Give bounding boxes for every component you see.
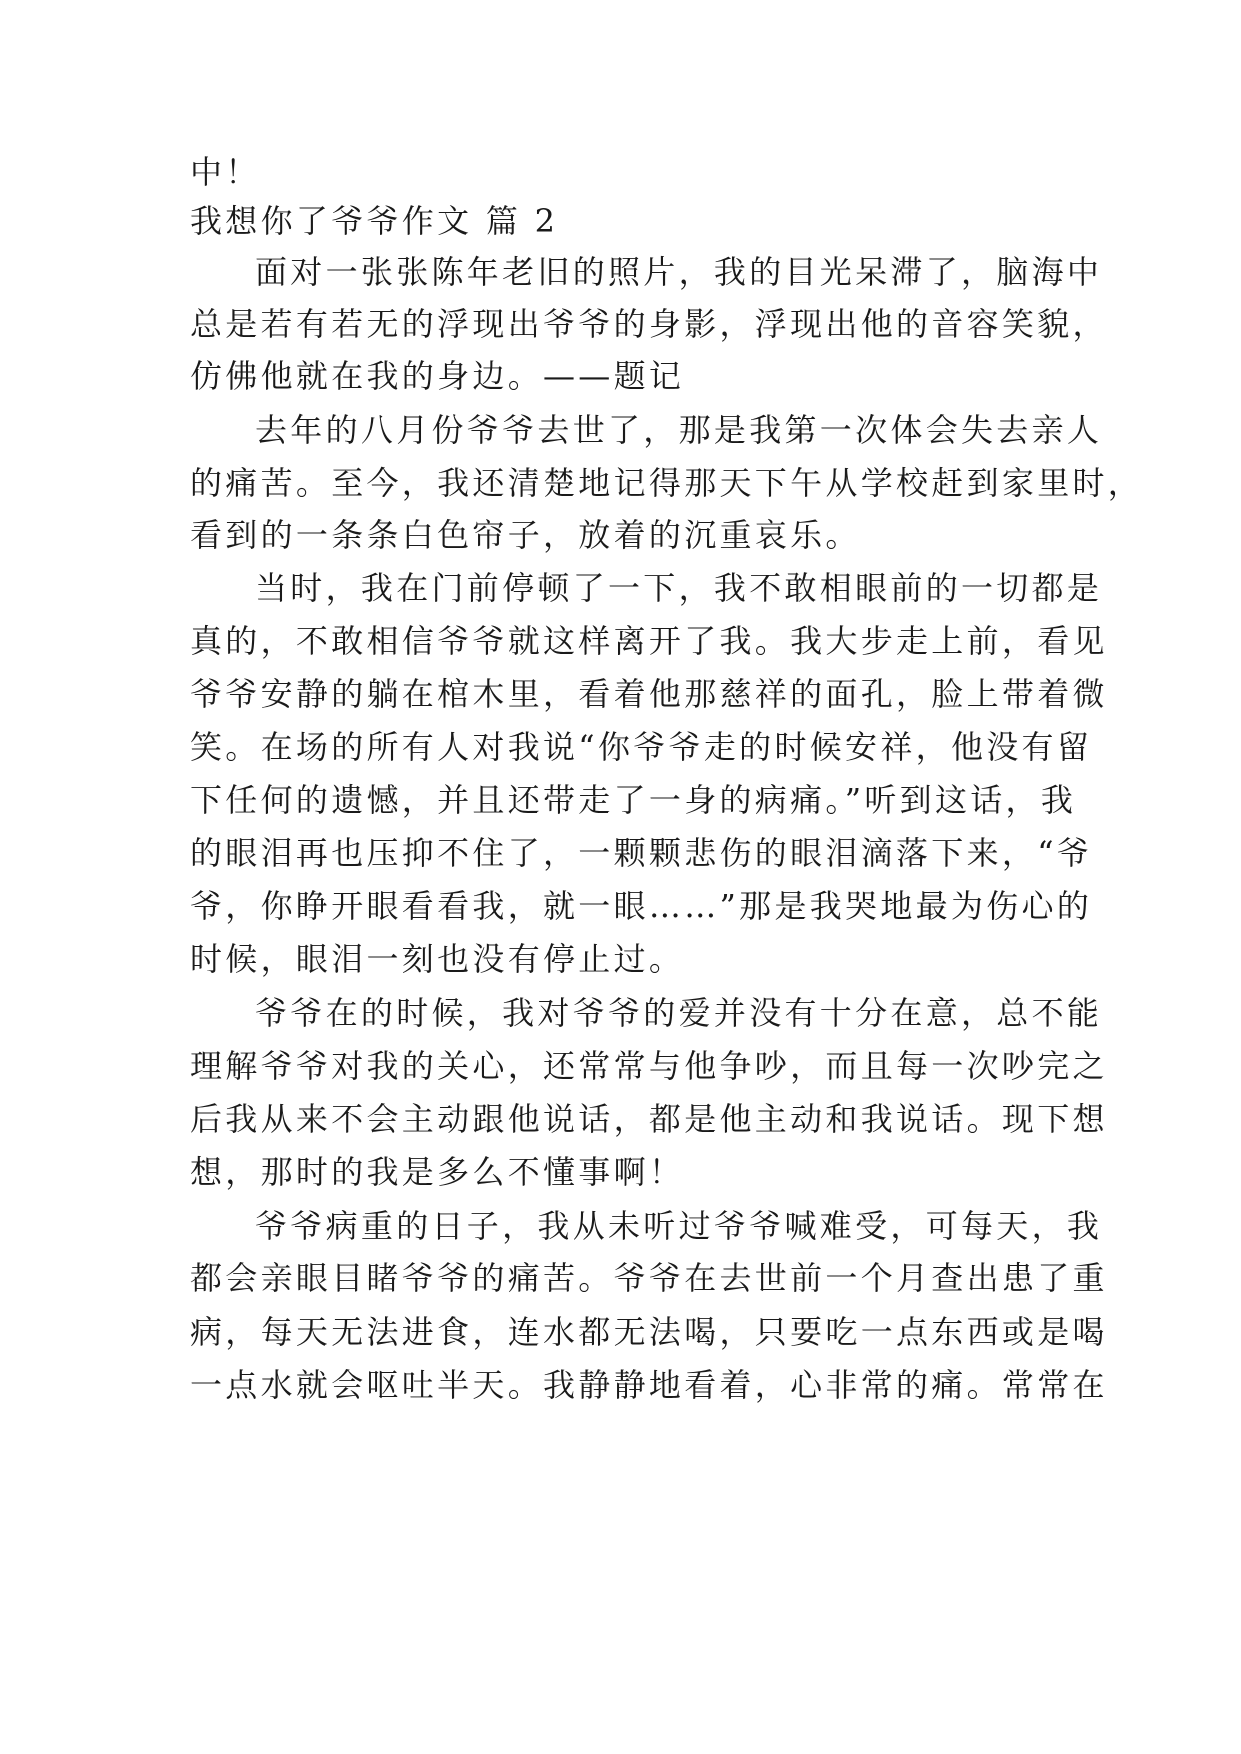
text-line: 爷爷安静的躺在棺木里，看着他那慈祥的面孔，脸上带着微 <box>190 675 1108 713</box>
text-line: 的痛苦。至今，我还清楚地记得那天下午从学校赶到家里时， <box>190 464 1144 502</box>
text-line: 的眼泪再也压抑不住了，一颗颗悲伤的眼泪滴落下来，“爷 <box>190 834 1093 872</box>
text-line: 仿佛他就在我的身边。——题记 <box>190 357 685 395</box>
text-line: 都会亲眼目睹爷爷的痛苦。爷爷在去世前一个月查出患了重 <box>190 1259 1108 1297</box>
section-heading: 我想你了爷爷作文 篇 2 <box>190 202 559 240</box>
paragraph-start-line: 面对一张张陈年老旧的照片，我的目光呆滞了，脑海中 <box>255 253 1103 291</box>
text-line: 想，那时的我是多么不懂事啊！ <box>190 1153 685 1191</box>
text-line: 总是若有若无的浮现出爷爷的身影，浮现出他的音容笑貌， <box>190 305 1108 343</box>
text-line: 时候，眼泪一刻也没有停止过。 <box>190 940 685 978</box>
text-line: 后我从来不会主动跟他说话，都是他主动和我说话。现下想 <box>190 1100 1108 1138</box>
paragraph-start-line: 爷爷病重的日子，我从未听过爷爷喊难受，可每天，我 <box>255 1207 1103 1245</box>
text-line: 看到的一条条白色帘子，放着的沉重哀乐。 <box>190 516 861 554</box>
text-line: 爷，你睁开眼看看我，就一眼……”那是我哭地最为伤心的 <box>190 887 1093 925</box>
text-line: 下任何的遗憾，并且还带走了一身的病痛。”听到这话，我 <box>190 781 1077 819</box>
text-line: 真的，不敢相信爷爷就这样离开了我。我大步走上前，看见 <box>190 622 1108 660</box>
text-line: 一点水就会呕吐半天。我静静地看着，心非常的痛。常常在 <box>190 1366 1108 1404</box>
text-line: 病，每天无法进食，连水都无法喝，只要吃一点东西或是喝 <box>190 1313 1108 1351</box>
paragraph-start-line: 去年的八月份爷爷去世了，那是我第一次体会失去亲人 <box>255 411 1103 449</box>
text-line: 笑。在场的所有人对我说“你爷爷走的时候安祥，他没有留 <box>190 728 1093 766</box>
paragraph-start-line: 当时，我在门前停顿了一下，我不敢相眼前的一切都是 <box>255 569 1103 607</box>
text-line: 理解爷爷对我的关心，还常常与他争吵，而且每一次吵完之 <box>190 1047 1108 1085</box>
paragraph-start-line: 爷爷在的时候，我对爷爷的爱并没有十分在意，总不能 <box>255 994 1103 1032</box>
text-line: 中！ <box>190 153 261 191</box>
